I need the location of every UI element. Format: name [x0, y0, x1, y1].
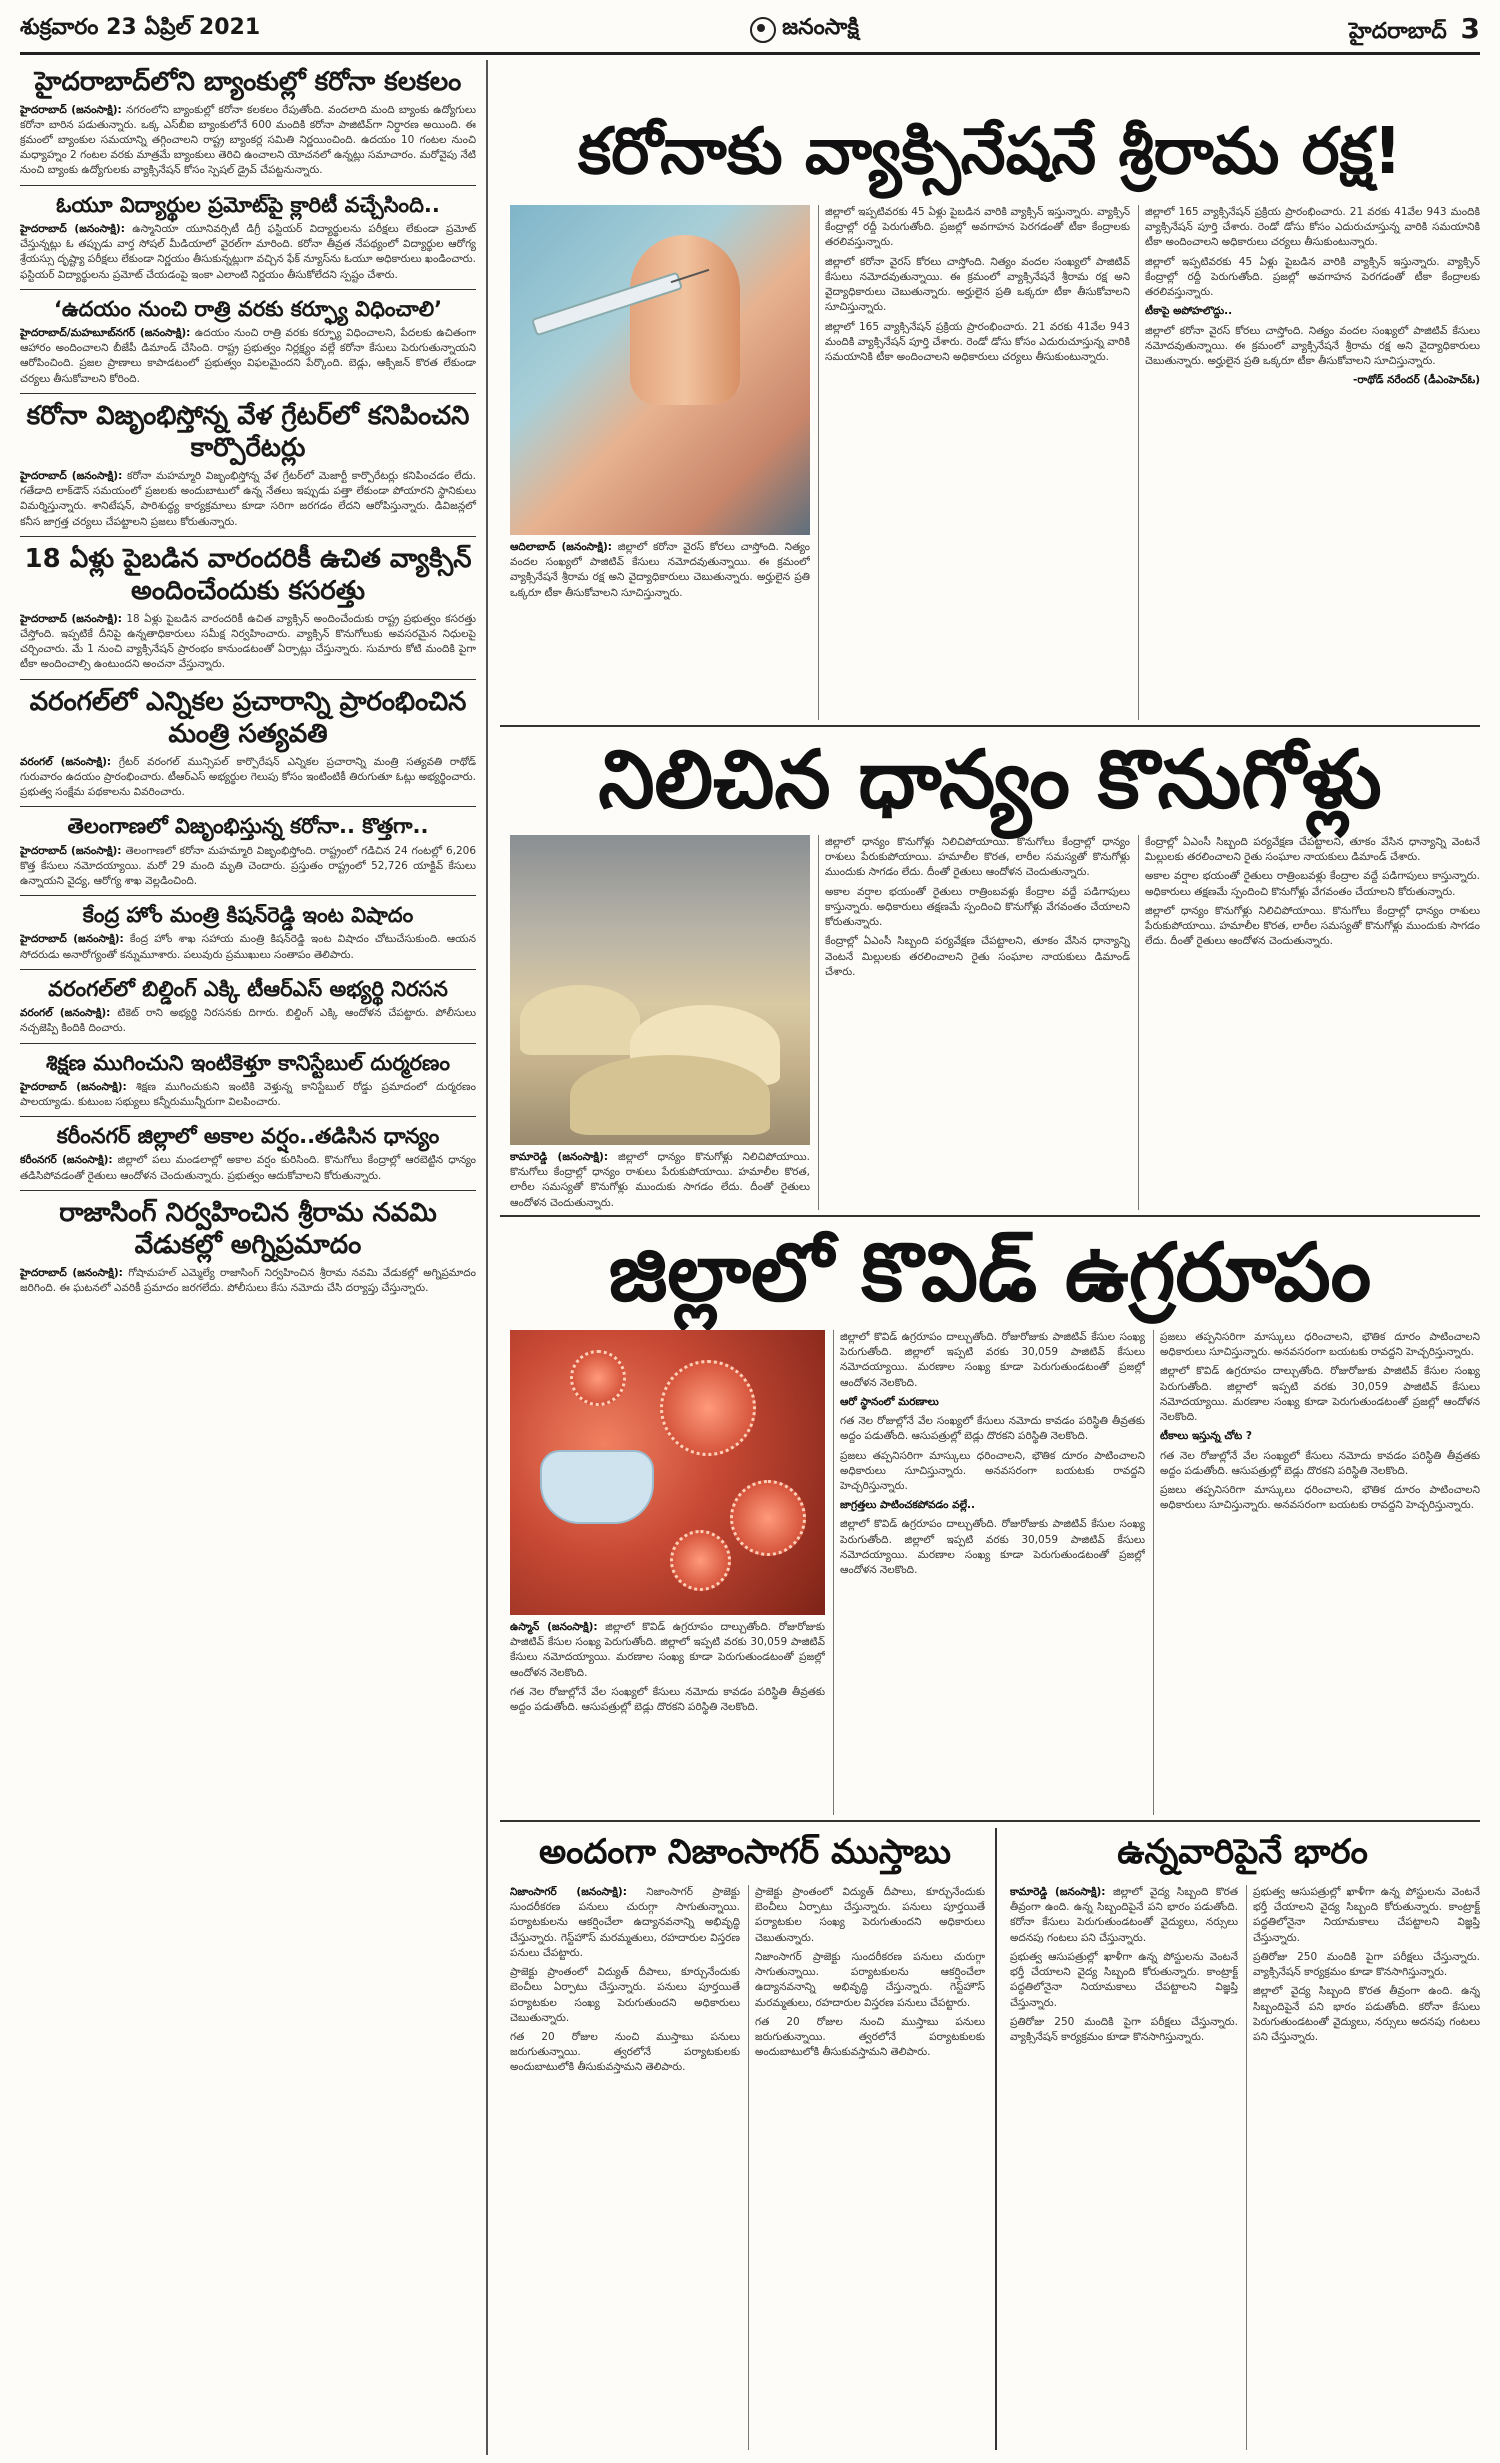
news-body — [20, 1266, 476, 1296]
bottom-right-paragraph: జిల్లాలో వైద్య సిబ్బంది కొరత తీవ్రంగా ఉంది. ఉన్న సిబ్బందిపైనే పని భారం పడుతోంది. కరోనా కేసులు పెరుగుతుండటంతో వైద్యులు, నర్సులు అదనపు గంటలు పని చేస్తున్నారు. — [1253, 1985, 1480, 2043]
news-item — [20, 970, 476, 1044]
news-dateline: వరంగల్ (జనంసాక్షి): — [20, 1007, 111, 1020]
third-text: జిల్లాలో కొవిడ్ ఉగ్రరూపం దాల్చుతోంది. రోజురోజుకు పాజిటివ్ కేసుల సంఖ్య పెరుగుతోంది. జిల్లాలో ఇప్పటి వరకు 30,059 పాజిటివ్ కేసులు నమోదయ్యాయి. మరణాల సంఖ్య కూడా పెరుగుతుండటంతో ప్రజల్లో ఆందోళన నెలకొంది. — [510, 1621, 825, 1679]
second-story-col-3 — [1145, 835, 1480, 1210]
news-headline: శిక్షణ ముగించుని ఇంటికెళ్తూ కానిస్టేబుల్ దుర్మరణం — [46, 1050, 450, 1075]
second-story-col-2 — [825, 835, 1130, 1210]
news-text: టికెట్ రాని అభ్యర్థి నిరసనకు దిగారు. బిల్డింగ్ ఎక్కి ఆందోళన చేపట్టారు. పోలీసులు నచ్చజెప్పి కిందికి దించారు. — [20, 1007, 476, 1035]
vaccination-photo — [510, 205, 810, 535]
news-text: 18 ఏళ్లు పైబడిన వారందరికీ ఉచిత వ్యాక్సిన్ అందించేందుకు రాష్ట్ర ప్రభుత్వం కసరత్తు చేస్తోంది. ఇప్పటికే దీనిపై ఉన్నతాధికారులు సమీక్ష నిర్వహించారు. వ్యాక్సిన్ కొనుగోలుకు అవసరమైన నిధులపై చర్చించారు. మే 1 నుంచి వ్యాక్సినేషన్ ప్రారంభం కానుండటంతో ఏర్పాట్లు చేస్తున్నారు. సుమారు కోటి మందికి పైగా టీకా అందించాల్సి ఉంటుందని అంచనా వేస్తున్నారు. — [20, 612, 476, 671]
news-item — [20, 186, 476, 290]
third-story-col-3 — [1160, 1330, 1480, 1815]
newspaper-name: జనంసాక్షి — [782, 15, 859, 40]
news-headline: వరంగల్‌లో బిల్డింగ్ ఎక్కి టీఆర్ఎస్ అభ్యర్థి నిరసన — [48, 976, 448, 1001]
news-text: గ్రేటర్ వరంగల్ మున్సిపల్ కార్పొరేషన్ ఎన్నికల ప్రచారాన్ని మంత్రి సత్యవతి రాథోడ్ గురువారం ఉదయం ప్రారంభించారు. టీఆర్ఎస్ అభ్యర్థుల గెలుపు కోసం ఇంటింటికీ తిరుగుతూ ఓట్లు అభ్యర్థించారు. ప్రభుత్వ సంక్షేమ పథకాలను వివరించారు. — [20, 755, 476, 799]
bottom-left-col-1 — [510, 1885, 740, 2450]
third-paragraph: ప్రజలు తప్పనిసరిగా మాస్కులు ధరించాలని, భౌతిక దూరం పాటించాలని అధికారులు సూచిస్తున్నారు. అనవసరంగా బయటకు రావద్దని హెచ్చరిస్తున్నారు. — [1160, 1331, 1480, 1359]
second-paragraph — [510, 1150, 810, 1210]
virus-icon — [570, 1350, 626, 1406]
third-subhead: జాగ్రత్తలు పాటించకపోవడం వల్లే.. — [840, 1499, 976, 1512]
lead-text: జిల్లాలో కరోనా వైరస్ కోరలు చాస్తోంది. నిత్యం వందల సంఖ్యలో పాజిటివ్ కేసులు నమోదవుతున్నాయి. ఈ క్రమంలో వ్యాక్సినేషనే శ్రీరామ రక్ష అని వైద్యాధికారులు చెబుతున్నారు. అర్హులైన ప్రతి ఒక్కరూ టీకా తీసుకోవాలని సూచిస్తున్నారు. — [510, 541, 810, 599]
third-story-col-1 — [510, 1620, 825, 1815]
third-paragraph — [510, 1620, 825, 1681]
column-rule — [818, 835, 819, 1210]
second-paragraph: అకాల వర్షాల భయంతో రైతులు రాత్రింబవళ్లు కేంద్రాల వద్దే పడిగాపులు కాస్తున్నారు. అధికారులు తక్షణమే స్పందించి కొనుగోళ్లు వేగవంతం చేయాలని కోరుతున్నారు. — [825, 885, 1130, 929]
news-item — [20, 394, 476, 537]
second-paragraph: జిల్లాలో ధాన్యం కొనుగోళ్లు నిలిచిపోయాయి. కొనుగోలు కేంద్రాల్లో ధాన్యం రాశులు పేరుకుపోయాయి. హమాలీల కొరత, లారీల సమస్యతో కొనుగోళ్లు ముందుకు సాగడం లేదు. దీంతో రైతులు ఆందోళన చెందుతున్నారు. — [1145, 904, 1480, 948]
news-body — [20, 469, 476, 530]
news-text: ఉస్మానియా యూనివర్సిటీ డిగ్రీ ఫస్టియర్ విద్యార్థులను పరీక్షలు లేకుండా ప్రమోట్ చేస్తున్నట్లు ఓ తప్పుడు వార్త సోషల్ మీడియాలో వైరల్‌గా మారింది. కరోనా తీవ్రత నేపథ్యంలో విద్యార్థుల ఆరోగ్య శ్రేయస్సు దృష్ట్యా పరీక్షలు లేకుండా నిర్ణయం తీసుకున్నట్లుగా వచ్చిన ఫేక్ న్యూస్‌ను ఓయూ అధికారులు ఖండించారు. ఫస్టియర్ విద్యార్థులను ప్రమోట్ చేయడంపై ఇంకా ఎలాంటి నిర్ణయం తీసుకోలేదని స్పష్టం చేశారు. — [20, 222, 476, 281]
bottom-left-paragraph: గత 20 రోజుల నుంచి ముస్తాబు పనులు జరుగుతున్నాయి. త్వరలోనే పర్యాటకులకు అందుబాటులోకి తీసుకువస్తామని తెలిపారు. — [510, 2030, 740, 2074]
column-rule — [833, 1330, 834, 1815]
lead-paragraph: జిల్లాలో 165 వ్యాక్సినేషన్ ప్రక్రియ ప్రారంభించారు. 21 వరకు 41వేల 943 మందికి వ్యాక్సినేషన్ పూర్తి చేశారు. రెండో డోసు కోసం ఎదురుచూస్తున్న వారికి సమయానికి టీకా అందించాలని అధికారులు చర్యలు తీసుకుంటున్నారు. — [825, 320, 1130, 363]
news-body — [20, 1153, 476, 1183]
news-body — [20, 755, 476, 801]
news-text: ఉదయం నుంచి రాత్రి వరకు కర్ఫ్యూ విధించాలని, పేదలకు ఉచితంగా ఆహారం అందించాలని బీజేపీ డిమాండ్ చేసింది. రాష్ట్ర ప్రభుత్వం నిర్లక్ష్యం వల్లే కరోనా కేసులు పెరుగుతున్నాయని ఆరోపించింది. ప్రజల ప్రాణాలు కాపాడటంలో ప్రభుత్వం విఫలమైందని పేర్కొంది. బెడ్లు, ఆక్సిజన్ కొరత లేకుండా చర్యలు తీసుకోవాలని కోరింది. — [20, 326, 477, 385]
news-item — [20, 537, 476, 680]
third-paragraph: ప్రజలు తప్పనిసరిగా మాస్కులు ధరించాలని, భౌతిక దూరం పాటించాలని అధికారులు సూచిస్తున్నారు. అనవసరంగా బయటకు రావద్దని హెచ్చరిస్తున్నారు. — [840, 1449, 1145, 1492]
column-rule — [748, 1885, 749, 2450]
second-text: జిల్లాలో ధాన్యం కొనుగోళ్లు నిలిచిపోయాయి. కొనుగోలు కేంద్రాల్లో ధాన్యం రాశులు పేరుకుపోయాయి. హమాలీల కొరత, లారీల సమస్యతో కొనుగోళ్లు ముందుకు సాగడం లేదు. దీంతో రైతులు ఆందోళన చెందుతున్నారు. — [510, 1151, 810, 1209]
news-dateline: హైదరాబాద్ (జనంసాక్షి): — [20, 1266, 123, 1279]
bottom-left-paragraph: నిజాంసాగర్ ప్రాజెక్టు సుందరీకరణ పనులు చురుగ్గా సాగుతున్నాయి. పర్యాటకులను ఆకర్షించేలా ఉద్యానవనాన్ని అభివృద్ధి చేస్తున్నారు. గెస్ట్‌హౌస్ మరమ్మతులు, రహదారుల విస్తరణ పనులు చేపట్టారు. — [755, 1950, 985, 2009]
logo-icon — [750, 17, 776, 43]
news-body — [20, 1080, 476, 1110]
third-story-col-2 — [840, 1330, 1145, 1815]
bottom-left-paragraph: ప్రాజెక్టు ప్రాంతంలో విద్యుత్ దీపాలు, కూర్చునేందుకు బెంచీలు ఏర్పాటు చేస్తున్నారు. పనులు పూర్తయితే పర్యాటకుల సంఖ్య పెరుగుతుందని అధికారులు చెబుతున్నారు. — [510, 1966, 740, 2024]
bottom-left-text: నిజాంసాగర్ ప్రాజెక్టు సుందరీకరణ పనులు చురుగ్గా సాగుతున్నాయి. పర్యాటకులను ఆకర్షించేలా ఉద్యానవనాన్ని అభివృద్ధి చేస్తున్నారు. గెస్ట్‌హౌస్ మరమ్మతులు, రహదారుల విస్తరణ పనులు చేపట్టారు. — [510, 1886, 740, 1959]
lead-paragraph: జిల్లాలో ఇప్పటివరకు 45 ఏళ్లు పైబడిన వారికి వ్యాక్సిన్ ఇస్తున్నారు. వ్యాక్సిన్ కేంద్రాల్లో రద్దీ పెరుగుతోంది. ప్రజల్లో అవగాహన పెరగడంతో టీకా కేంద్రాలకు తరలివస్తున్నారు. — [825, 206, 1130, 249]
news-body — [20, 844, 476, 890]
bottom-left-paragraph: గత 20 రోజుల నుంచి ముస్తాబు పనులు జరుగుతున్నాయి. త్వరలోనే పర్యాటకులకు అందుబాటులోకి తీసుకువస్తామని తెలిపారు. — [755, 2015, 985, 2059]
second-paragraph: జిల్లాలో ధాన్యం కొనుగోళ్లు నిలిచిపోయాయి. కొనుగోలు కేంద్రాల్లో ధాన్యం రాశులు పేరుకుపోయాయి. హమాలీల కొరత, లారీల సమస్యతో కొనుగోళ్లు ముందుకు సాగడం లేదు. దీంతో రైతులు ఆందోళన చెందుతున్నారు. — [825, 836, 1130, 879]
edition-city — [1349, 12, 1480, 49]
news-body — [20, 103, 476, 179]
news-dateline: హైదరాబాద్ (జనంసాక్షి): — [20, 1080, 127, 1093]
bottom-left-paragraph: ప్రాజెక్టు ప్రాంతంలో విద్యుత్ దీపాలు, కూర్చునేందుకు బెంచీలు ఏర్పాటు చేస్తున్నారు. పనులు పూర్తయితే పర్యాటకుల సంఖ్య పెరుగుతుందని అధికారులు చెబుతున్నారు. — [755, 1886, 985, 1944]
third-paragraph: గత నెల రోజుల్లోనే వేల సంఖ్యలో కేసులు నమోదు కావడం పరిస్థితి తీవ్రతకు అద్దం పడుతోంది. ఆసుపత్రుల్లో బెడ్లు దొరకని పరిస్థితి నెలకొంది. — [1160, 1449, 1480, 1477]
column-rule — [1138, 205, 1139, 720]
section-divider — [500, 725, 1480, 727]
second-story-col-1 — [510, 1150, 810, 1210]
third-subhead: టీకాలు ఇస్తున్న చోట ? — [1160, 1430, 1252, 1443]
story-separator — [995, 1828, 997, 2450]
lead-dateline: ఆదిలాబాద్ (జనంసాక్షి): — [510, 541, 612, 553]
grain-heaps-photo — [510, 835, 810, 1145]
lead-headline: కరోనాకు వ్యాక్సినేషనే శ్రీరామ రక్ష! — [577, 115, 1403, 189]
second-paragraph: కేంద్రాల్లో ఏఎంసీ సిబ్బంది పర్యవేక్షణ చేపట్టాలని, తూకం వేసిన ధాన్యాన్ని వెంటనే మిల్లులకు తరలించాలని రైతు సంఘాల నాయకులు డిమాండ్ చేశారు. — [825, 935, 1130, 978]
news-body — [20, 1006, 476, 1036]
lead-quote-byline: -రాథోడ్ నరేందర్ (డీఎంహెచ్‌ఓ) — [1353, 374, 1480, 387]
news-item — [20, 290, 476, 394]
lead-paragraph: జిల్లాలో కరోనా వైరస్ కోరలు చాస్తోంది. నిత్యం వందల సంఖ్యలో పాజిటివ్ కేసులు నమోదవుతున్నాయి. ఈ క్రమంలో వ్యాక్సినేషనే శ్రీరామ రక్ష అని వైద్యాధికారులు చెబుతున్నారు. అర్హులైన ప్రతి ఒక్కరూ టీకా తీసుకోవాలని సూచిస్తున్నారు. — [825, 255, 1130, 314]
news-headline: తెలంగాణలో విజృంభిస్తున్న కరోనా.. కొత్తగా.. — [67, 814, 429, 839]
newspaper-logo — [750, 15, 859, 45]
bottom-right-text: జిల్లాలో వైద్య సిబ్బంది కొరత తీవ్రంగా ఉంది. ఉన్న సిబ్బందిపైనే పని భారం పడుతోంది. కరోనా కేసులు పెరుగుతుండటంతో వైద్యులు, నర్సులు అదనపు గంటలు పని చేస్తున్నారు. — [1010, 1886, 1238, 1944]
coronavirus-photo — [510, 1330, 825, 1615]
news-text: నగరంలోని బ్యాంకుల్లో కరోనా కలకలం రేపుతోంది. వందలాది మంది బ్యాంకు ఉద్యోగులు కరోనా బారిన పడుతున్నారు. ఒక్క ఎస్‌బీఐ బ్యాంకులోనే 600 మందికి కరోనా పాజిటివ్‌గా నిర్ధారణ అయింది. ఈ క్రమంలో బ్యాంకుల సమయాన్ని తగ్గించాలని రాష్ట్ర బ్యాంకర్ల సమితి నిర్ణయించింది. ఉదయం 10 గంటల నుంచి మధ్యాహ్నం 2 గంటల వరకు మాత్రమే బ్యాంకులు తెరిచి ఉంచాలని యోచనలో ఉన్నట్లు సమాచారం. మరోవైపు నేటి నుంచి బ్యాంకు ఉద్యోగులకు వ్యాక్సినేషన్ కోసం స్పెషల్ డ్రైవ్ చేపట్టనున్నారు. — [20, 103, 476, 177]
news-body — [20, 326, 476, 387]
news-item — [20, 680, 476, 808]
second-paragraph: అకాల వర్షాల భయంతో రైతులు రాత్రింబవళ్లు కేంద్రాల వద్దే పడిగాపులు కాస్తున్నారు. అధికారులు తక్షణమే స్పందించి కొనుగోళ్లు వేగవంతం చేయాలని కోరుతున్నారు. — [1145, 870, 1480, 898]
news-body — [20, 222, 476, 283]
bottom-left-headline: అందంగా నిజాంసాగర్ ముస్తాబు — [538, 1832, 952, 1872]
bottom-right-dateline: కామారెడ్డి (జనంసాక్షి): — [1010, 1886, 1106, 1898]
second-dateline: కామారెడ్డి (జనంసాక్షి): — [510, 1151, 609, 1163]
news-item — [20, 1117, 476, 1191]
third-paragraph: జిల్లాలో కొవిడ్ ఉగ్రరూపం దాల్చుతోంది. రోజురోజుకు పాజిటివ్ కేసుల సంఖ్య పెరుగుతోంది. జిల్లాలో ఇప్పటి వరకు 30,059 పాజిటివ్ కేసులు నమోదయ్యాయి. మరణాల సంఖ్య కూడా పెరుగుతుండటంతో ప్రజల్లో ఆందోళన నెలకొంది. — [840, 1518, 1145, 1577]
city-name: హైదరాబాద్ — [1348, 18, 1447, 44]
third-headline: జిల్లాలో కొవిడ్ ఉగ్రరూపం — [608, 1226, 1372, 1319]
lead-story-col-1 — [510, 540, 810, 720]
bottom-right-paragraph: ప్రతిరోజు 250 మందికి పైగా పరీక్షలు చేస్తున్నారు. వ్యాక్సినేషన్ కార్యక్రమం కూడా కొనసాగిస్తున్నారు. — [1010, 2015, 1238, 2043]
news-dateline: హైదరాబాద్ (జనంసాక్షి): — [20, 844, 122, 857]
left-news-column — [20, 60, 488, 2455]
lead-boxed-subhead: టీకాపై అపోహలొద్దు.. — [1145, 305, 1233, 318]
news-dateline: వరంగల్ (జనంసాక్షి): — [20, 755, 112, 768]
face-mask-icon — [540, 1450, 654, 1524]
news-dateline: హైదరాబాద్ (జనంసాక్షి): — [20, 933, 124, 946]
second-headline: నిలిచిన ధాన్యం కొనుగోళ్లు — [598, 733, 1382, 826]
virus-icon — [730, 1480, 806, 1556]
page-number: 3 — [1460, 11, 1480, 45]
virus-icon — [670, 1530, 731, 1591]
bottom-left-paragraph — [510, 1885, 740, 1961]
section-divider — [500, 1820, 1480, 1822]
news-text: కరోనా మహమ్మారి విజృంభిస్తోన్న వేళ గ్రేటర్‌లో మెజార్టీ కార్పొరేటర్లు కనిపించడం లేదు. గతేడాది లాక్‌డౌన్ సమయంలో ప్రజలకు అందుబాటులో ఉన్న నేతలు ఇప్పుడు పత్తా లేకుండా పోయారని స్థానికులు విమర్శిస్తున్నారు. శానిటేషన్, పారిశుద్ధ్య కార్యక్రమాలు కూడా సరిగా జరగడం లేదని ఆరోపిస్తున్నారు. డివిజన్లలో కనీస జాగ్రత్త చర్యలు చేపట్టాలని ప్రజలు కోరుతున్నారు. — [20, 469, 476, 528]
column-rule — [1138, 835, 1139, 1210]
lead-paragraph: జిల్లాలో ఇప్పటివరకు 45 ఏళ్లు పైబడిన వారికి వ్యాక్సిన్ ఇస్తున్నారు. వ్యాక్సిన్ కేంద్రాల్లో రద్దీ పెరుగుతోంది. ప్రజల్లో అవగాహన పెరగడంతో టీకా కేంద్రాలకు తరలివస్తున్నారు. — [1145, 255, 1480, 299]
third-paragraph: గత నెల రోజుల్లోనే వేల సంఖ్యలో కేసులు నమోదు కావడం పరిస్థితి తీవ్రతకు అద్దం పడుతోంది. ఆసుపత్రుల్లో బెడ్లు దొరకని పరిస్థితి నెలకొంది. — [510, 1685, 825, 1714]
news-dateline: హైదరాబాద్ (జనంసాక్షి): — [20, 103, 122, 116]
second-paragraph: కేంద్రాల్లో ఏఎంసీ సిబ్బంది పర్యవేక్షణ చేపట్టాలని, తూకం వేసిన ధాన్యాన్ని వెంటనే మిల్లులకు తరలించాలని రైతు సంఘాల నాయకులు డిమాండ్ చేశారు. — [1145, 836, 1480, 864]
news-headline: కరోనా విజృంభిస్తోన్న వేళ గ్రేటర్‌లో కనిపించని కార్పొరేటర్లు — [26, 400, 470, 464]
column-rule — [1153, 1330, 1154, 1815]
grain-heap — [570, 1055, 770, 1135]
column-rule — [1246, 1885, 1247, 2450]
news-dateline: హైదరాబాద్ (జనంసాక్షి): — [20, 612, 122, 625]
news-text: జిల్లాలో పలు మండలాల్లో అకాల వర్షం కురిసింది. కొనుగోలు కేంద్రాల్లో ఆరబెట్టిన ధాన్యం తడిసిపోవడంతో రైతులు ఆందోళన చెందుతున్నారు. ప్రభుత్వం ఆదుకోవాలని కోరుతున్నారు. — [20, 1154, 476, 1182]
bottom-left-dateline: నిజాంసాగర్ (జనంసాక్షి): — [510, 1886, 627, 1898]
news-item — [20, 1044, 476, 1118]
third-subhead: ఆరో స్థానంలో మరణాలు — [840, 1395, 939, 1408]
third-paragraph: జిల్లాలో కొవిడ్ ఉగ్రరూపం దాల్చుతోంది. రోజురోజుకు పాజిటివ్ కేసుల సంఖ్య పెరుగుతోంది. జిల్లాలో ఇప్పటి వరకు 30,059 పాజిటివ్ కేసులు నమోదయ్యాయి. మరణాల సంఖ్య కూడా పెరుగుతుండటంతో ప్రజల్లో ఆందోళన నెలకొంది. — [840, 1331, 1145, 1389]
column-rule — [818, 205, 819, 720]
third-paragraph: గత నెల రోజుల్లోనే వేల సంఖ్యలో కేసులు నమోదు కావడం పరిస్థితి తీవ్రతకు అద్దం పడుతోంది. ఆసుపత్రుల్లో బెడ్లు దొరకని పరిస్థితి నెలకొంది. — [840, 1415, 1145, 1443]
news-headline: ‘ఉదయం నుంచి రాత్రి వరకు కర్ఫ్యూ విధించాలి’ — [53, 296, 443, 321]
bottom-right-paragraph — [1010, 1885, 1238, 1946]
bottom-right-paragraph: ప్రభుత్వ ఆసుపత్రుల్లో ఖాళీగా ఉన్న పోస్టులను వెంటనే భర్తీ చేయాలని వైద్య సిబ్బంది కోరుతున్నారు. కాంట్రాక్ట్ పద్ధతిలోనైనా నియామకాలు చేపట్టాలని విజ్ఞప్తి చేస్తున్నారు. — [1010, 1950, 1238, 2009]
news-text: శిక్షణ ముగించుకుని ఇంటికి వెళ్తున్న కానిస్టేబుల్ రోడ్డు ప్రమాదంలో దుర్మరణం పాలయ్యాడు. కుటుంబ సభ్యులు కన్నీరుమున్నీరుగా విలపించారు. — [20, 1080, 476, 1108]
issue-date: శుక్రవారం 23 ఏప్రిల్ 2021 — [20, 15, 261, 40]
bottom-left-col-2 — [755, 1885, 985, 2450]
lead-paragraph: జిల్లాలో కరోనా వైరస్ కోరలు చాస్తోంది. నిత్యం వందల సంఖ్యలో పాజిటివ్ కేసులు నమోదవుతున్నాయి. ఈ క్రమంలో వ్యాక్సినేషనే శ్రీరామ రక్ష అని వైద్యాధికారులు చెబుతున్నారు. అర్హులైన ప్రతి ఒక్కరూ టీకా తీసుకోవాలని సూచిస్తున్నారు. — [1145, 324, 1480, 367]
news-body — [20, 612, 476, 673]
lead-story-col-3 — [1145, 205, 1480, 720]
news-text: గోషామహల్ ఎమ్మెల్యే రాజాసింగ్ నిర్వహించిన శ్రీరామ నవమి వేడుకల్లో అగ్నిప్రమాదం జరిగింది. ఈ ఘటనలో ఎవరికీ ప్రమాదం జరగలేదు. పోలీసులు కేసు నమోదు చేసి దర్యాప్తు చేస్తున్నారు. — [20, 1266, 477, 1295]
news-headline: ఓయూ విద్యార్థుల ప్రమోట్‌పై క్లారిటీ వచ్చేసింది.. — [56, 192, 440, 217]
news-item — [20, 807, 476, 896]
news-headline: వరంగల్‌లో ఎన్నికల ప్రచారాన్ని ప్రారంభించిన మంత్రి సత్యవతి — [29, 686, 467, 750]
news-dateline: కరీంనగర్ (జనంసాక్షి): — [20, 1154, 113, 1167]
news-dateline: హైదరాబాద్ (జనంసాక్షి): — [20, 469, 123, 482]
section-divider — [500, 1215, 1480, 1217]
arm-shape — [630, 235, 740, 405]
bottom-right-col-2 — [1253, 1885, 1480, 2450]
bottom-right-paragraph: ప్రతిరోజు 250 మందికి పైగా పరీక్షలు చేస్తున్నారు. వ్యాక్సినేషన్ కార్యక్రమం కూడా కొనసాగిస్తున్నారు. — [1253, 1950, 1480, 1979]
news-text: కేంద్ర హోం శాఖ సహాయ మంత్రి కిషన్‌రెడ్డి ఇంట విషాదం చోటుచేసుకుంది. ఆయన సోదరుడు అనారోగ్యంతో కన్నుమూశారు. పలువురు ప్రముఖులు సంతాపం తెలిపారు. — [20, 933, 476, 961]
news-dateline: హైదరాబాద్/మహబూబ్‌నగర్ (జనంసాక్షి): — [20, 326, 191, 339]
news-headline: హైదరాబాద్‌లోని బ్యాంకుల్లో కరోనా కలకలం — [34, 67, 462, 97]
news-item — [20, 1191, 476, 1302]
bottom-right-col-1 — [1010, 1885, 1238, 2450]
bottom-right-headline: ఉన్నవారిపైనే భారం — [1117, 1832, 1368, 1872]
lead-story-col-2 — [825, 205, 1130, 720]
news-text: తెలంగాణలో కరోనా మహమ్మారి విజృంభిస్తోంది. రాష్ట్రంలో గడిచిన 24 గంటల్లో 6,206 కొత్త కేసులు నమోదయ్యాయి. మరో 29 మంది మృతి చెందారు. ప్రస్తుతం రాష్ట్రంలో 52,726 యాక్టివ్ కేసులు ఉన్నాయని వైద్య, ఆరోగ్య శాఖ వెల్లడించింది. — [20, 844, 476, 887]
bottom-right-paragraph: ప్రభుత్వ ఆసుపత్రుల్లో ఖాళీగా ఉన్న పోస్టులను వెంటనే భర్తీ చేయాలని వైద్య సిబ్బంది కోరుతున్నారు. కాంట్రాక్ట్ పద్ధతిలోనైనా నియామకాలు చేపట్టాలని విజ్ఞప్తి చేస్తున్నారు. — [1253, 1886, 1480, 1944]
virus-icon — [660, 1360, 756, 1456]
page-masthead — [20, 8, 1480, 55]
news-body — [20, 932, 476, 962]
grain-heap — [520, 985, 640, 1055]
news-headline: రాజాసింగ్ నిర్వహించిన శ్రీరామ నవమి వేడుకల్లో అగ్నిప్రమాదం — [59, 1197, 437, 1261]
news-headline: కరీంనగర్ జిల్లాలో అకాల వర్షం..తడిసిన ధాన్యం — [56, 1124, 440, 1149]
news-item — [20, 896, 476, 970]
third-paragraph: జిల్లాలో కొవిడ్ ఉగ్రరూపం దాల్చుతోంది. రోజురోజుకు పాజిటివ్ కేసుల సంఖ్య పెరుగుతోంది. జిల్లాలో ఇప్పటి వరకు 30,059 పాజిటివ్ కేసులు నమోదయ్యాయి. మరణాల సంఖ్య కూడా పెరుగుతుండటంతో ప్రజల్లో ఆందోళన నెలకొంది. — [1160, 1365, 1480, 1424]
third-dateline: ఉస్మాన్ (జనంసాక్షి): — [510, 1621, 598, 1633]
third-paragraph: ప్రజలు తప్పనిసరిగా మాస్కులు ధరించాలని, భౌతిక దూరం పాటించాలని అధికారులు సూచిస్తున్నారు. అనవసరంగా బయటకు రావద్దని హెచ్చరిస్తున్నారు. — [1160, 1483, 1480, 1512]
news-item — [20, 60, 476, 186]
news-headline: 18 ఏళ్లు పైబడిన వారందరికీ ఉచిత వ్యాక్సిన్ అందించేందుకు కసరత్తు — [24, 543, 472, 607]
news-dateline: హైదరాబాద్ (జనంసాక్షి): — [20, 222, 125, 235]
lead-paragraph: జిల్లాలో 165 వ్యాక్సినేషన్ ప్రక్రియ ప్రారంభించారు. 21 వరకు 41వేల 943 మందికి వ్యాక్సినేషన్ పూర్తి చేశారు. రెండో డోసు కోసం ఎదురుచూస్తున్న వారికి సమయానికి టీకా అందించాలని అధికారులు చర్యలు తీసుకుంటున్నారు. — [1145, 206, 1480, 249]
news-headline: కేంద్ర హోం మంత్రి కిషన్‌రెడ్డి ఇంట విషాదం — [82, 903, 414, 928]
lead-paragraph — [510, 540, 810, 601]
